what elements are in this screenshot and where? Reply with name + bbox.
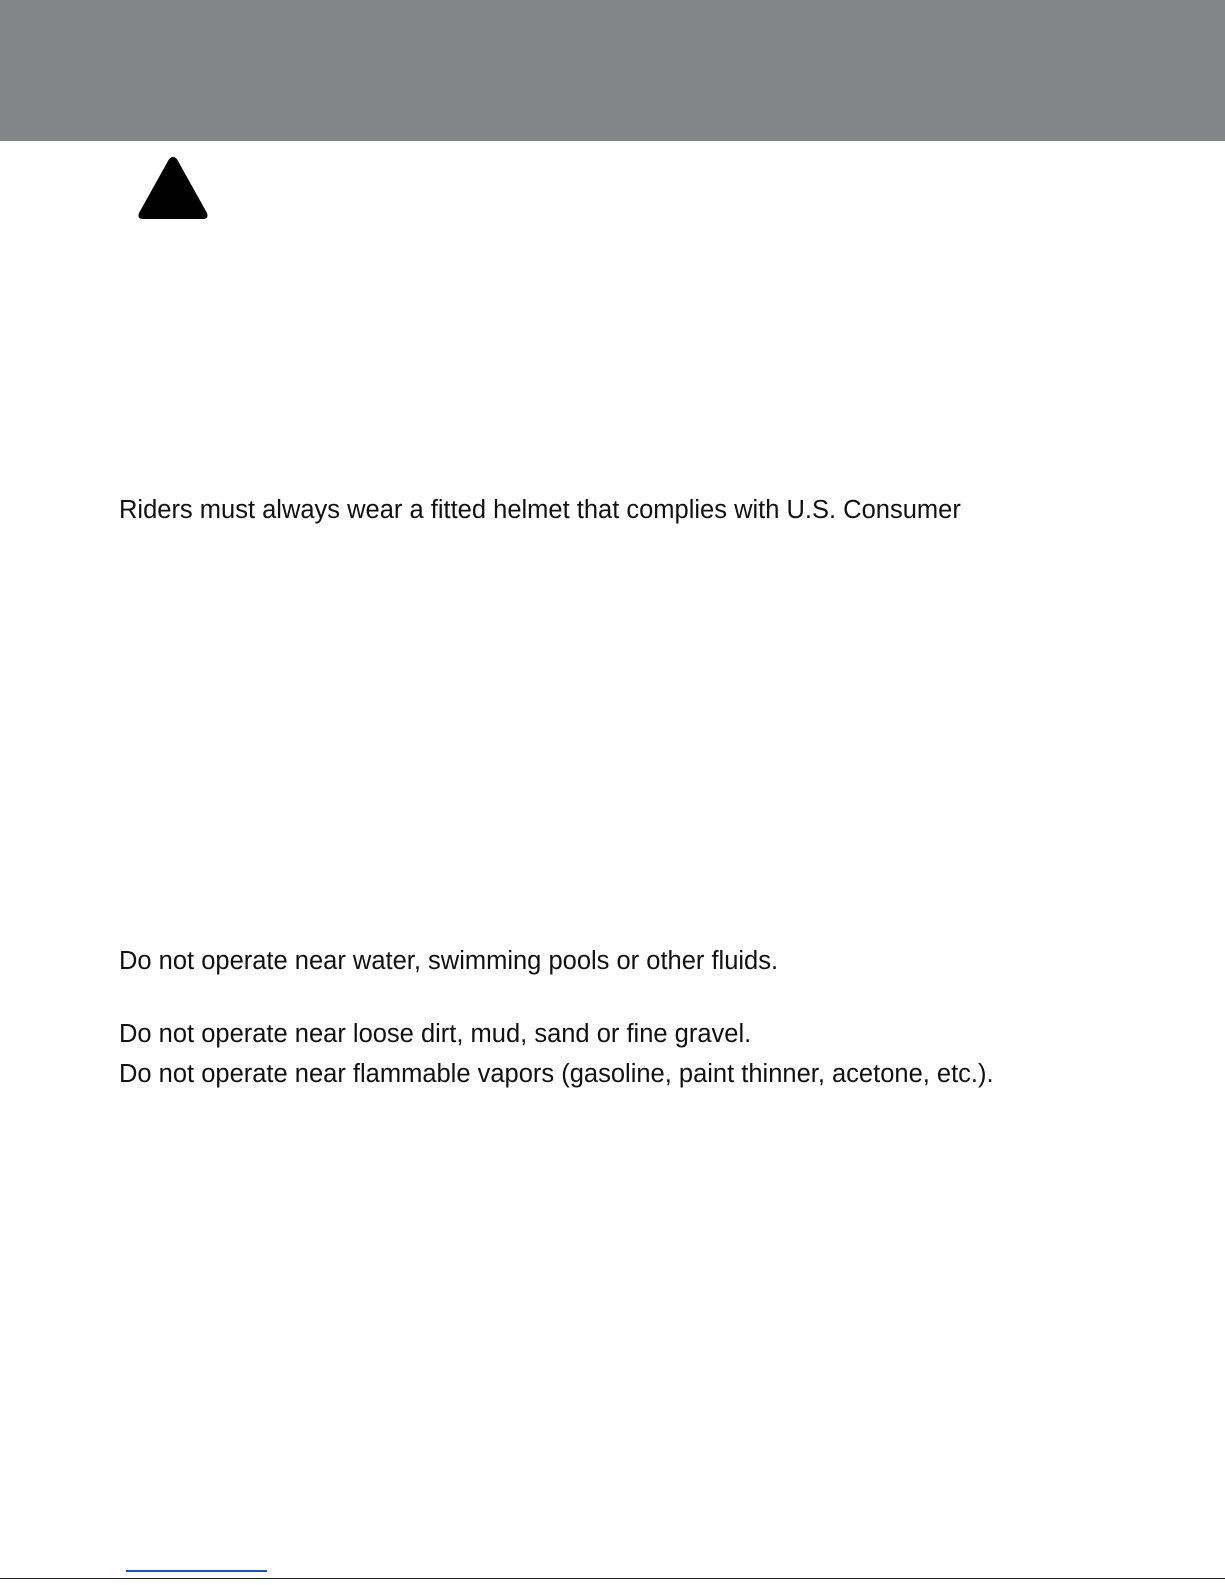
dirt-warning-text: Do not operate near loose dirt, mud, sand or fine gravel. (119, 1020, 752, 1048)
vapors-warning-text: Do not operate near flammable vapors (gasoline, paint thinner, acetone, etc.). (119, 1060, 994, 1088)
helmet-requirement-text: Riders must always wear a fitted helmet that complies with U.S. Consumer (119, 496, 961, 524)
warning-triangle-icon (137, 155, 209, 221)
footer-link-underline[interactable] (126, 1570, 267, 1572)
header-band (0, 0, 1225, 141)
water-warning-text: Do not operate near water, swimming pools or other fluids. (119, 947, 779, 975)
footer-divider (0, 1578, 1225, 1579)
